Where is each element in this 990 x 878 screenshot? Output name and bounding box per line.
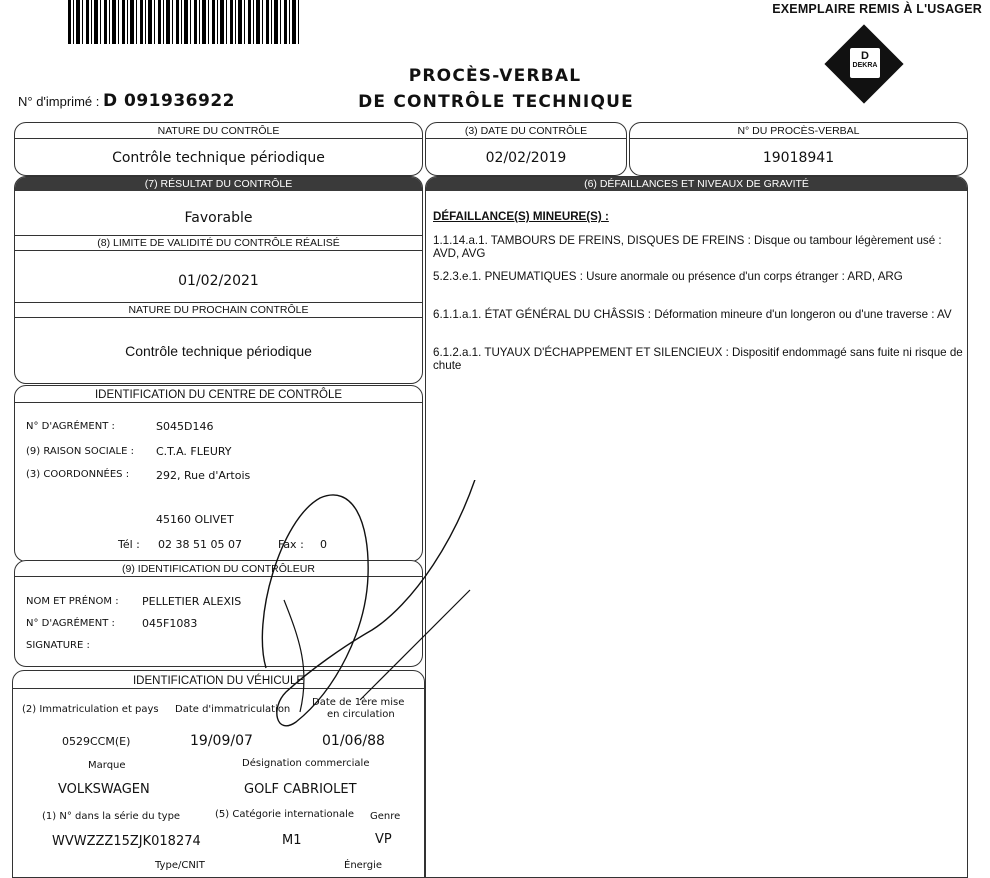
resultat-label: (7) RÉSULTAT DU CONTRÔLE: [15, 177, 422, 191]
centre-ville: 45160 OLIVET: [156, 513, 234, 526]
date-label: (3) DATE DU CONTRÔLE: [425, 124, 627, 139]
vehicule-energie-label: Énergie: [344, 860, 383, 871]
dekra-logo-text: DEKRA: [852, 62, 878, 69]
centre-agrement-label: N° D'AGRÉMENT :: [26, 421, 115, 432]
controleur-agrement-label: N° D'AGRÉMENT :: [26, 618, 115, 629]
handwritten-signature: [240, 480, 500, 740]
vehicule-genre-label: Genre: [370, 811, 401, 822]
vehicule-categorie-value: M1: [282, 833, 302, 848]
vehicule-immat-value: 0529CCM(E): [62, 735, 131, 748]
prochain-value: Contrôle technique périodique: [125, 343, 312, 359]
vehicule-designation-label: Désignation commerciale: [242, 758, 370, 769]
pv-value: 19018941: [762, 150, 835, 166]
defaillance-item: 5.2.3.e.1. PNEUMATIQUES : Usure anormale ou présence d'un corps étranger : ARD, ARG: [433, 270, 903, 283]
centre-coord-value: 292, Rue d'Artois: [156, 469, 251, 482]
vehicule-mise-value: 01/06/88: [322, 733, 385, 749]
exemplaire-label: EXEMPLAIRE REMIS À L'USAGER: [772, 2, 982, 16]
prochain-label: NATURE DU PROCHAIN CONTRÔLE: [14, 302, 423, 318]
imprime-number: [18, 91, 235, 111]
vehicule-date-immat-label: Date d'immatriculation: [175, 704, 291, 715]
defaillance-item: 1.1.14.a.1. TAMBOURS DE FREINS, DISQUES DE FREINS : Disque ou tambour légèrement usé : AVD, AVG: [433, 234, 942, 260]
controleur-nom-value: PELLETIER ALEXIS: [142, 595, 242, 608]
vehicule-mise-label-2: en circulation: [327, 709, 395, 720]
defaillances-label: (6) DÉFAILLANCES ET NIVEAUX DE GRAVITÉ: [426, 177, 967, 191]
validite-label: (8) LIMITE DE VALIDITÉ DU CONTRÔLE RÉALISÉ: [14, 235, 423, 251]
controleur-agrement-value: 045F1083: [142, 617, 198, 630]
centre-fax-label: Fax :: [278, 538, 304, 551]
resultat-value: Favorable: [184, 210, 253, 226]
nature-label: NATURE DU CONTRÔLE: [14, 124, 423, 139]
centre-raison-value: C.T.A. FLEURY: [156, 445, 232, 458]
nature-value: Contrôle technique périodique: [112, 150, 325, 166]
centre-tel-label: Tél :: [118, 538, 140, 551]
vehicule-mise-label-1: Date de 1ère mise: [312, 697, 405, 708]
imprime-value: D 091936922: [102, 91, 235, 111]
barcode: [68, 0, 300, 44]
defaillance-item: 6.1.1.a.1. ÉTAT GÉNÉRAL DU CHÂSSIS : Déformation mineure d'un longeron ou d'une traverse : AV: [433, 308, 952, 321]
vehicule-categorie-label: (5) Catégorie internationale: [215, 809, 355, 820]
defaillance-item: 6.1.2.a.1. TUYAUX D'ÉCHAPPEMENT ET SILENCIEUX : Dispositif endommagé sans fuite ni risque de chute: [433, 346, 963, 372]
centre-coord-label: (3) COORDONNÉES :: [26, 469, 130, 480]
vehicule-marque-value: VOLKSWAGEN: [58, 782, 150, 797]
centre-raison-label: (9) RAISON SOCIALE :: [26, 446, 134, 457]
vehicule-type-label: Type/CNIT: [155, 860, 205, 871]
dekra-glyph: D: [861, 50, 869, 62]
controleur-signature-label: SIGNATURE :: [26, 640, 90, 651]
vehicule-immat-label: (2) Immatriculation et pays: [22, 704, 159, 715]
centre-agrement-value: S045D146: [156, 420, 214, 433]
vehicule-genre-value: VP: [375, 832, 392, 847]
defaillances-heading: DÉFAILLANCE(S) MINEURE(S) :: [433, 210, 609, 223]
imprime-label: N° d'imprimé :: [18, 94, 100, 109]
vehicule-serie-label: (1) N° dans la série du type: [42, 811, 181, 822]
validite-value: 01/02/2021: [178, 273, 259, 289]
controleur-nom-label: NOM ET PRÉNOM :: [26, 596, 119, 607]
vehicule-date-immat-value: 19/09/07: [190, 733, 253, 749]
doc-title-line2: DE CONTRÔLE TECHNIQUE: [358, 92, 634, 112]
centre-fax-value: 0: [320, 538, 327, 551]
vehicule-serie-value: WVWZZZ15ZJK018274: [52, 834, 201, 849]
vehicule-marque-label: Marque: [88, 760, 126, 771]
controleur-label: (9) IDENTIFICATION DU CONTRÔLEUR: [14, 562, 423, 577]
centre-label: IDENTIFICATION DU CENTRE DE CONTRÔLE: [14, 388, 423, 403]
date-value: 02/02/2019: [485, 150, 567, 166]
vehicule-designation-value: GOLF CABRIOLET: [244, 782, 357, 797]
pv-label: N° DU PROCÈS-VERBAL: [629, 124, 968, 139]
vehicule-label: IDENTIFICATION DU VÉHICULE: [12, 674, 425, 689]
doc-title-line1: PROCÈS-VERBAL: [408, 66, 582, 86]
centre-tel-value: 02 38 51 05 07: [158, 538, 242, 551]
